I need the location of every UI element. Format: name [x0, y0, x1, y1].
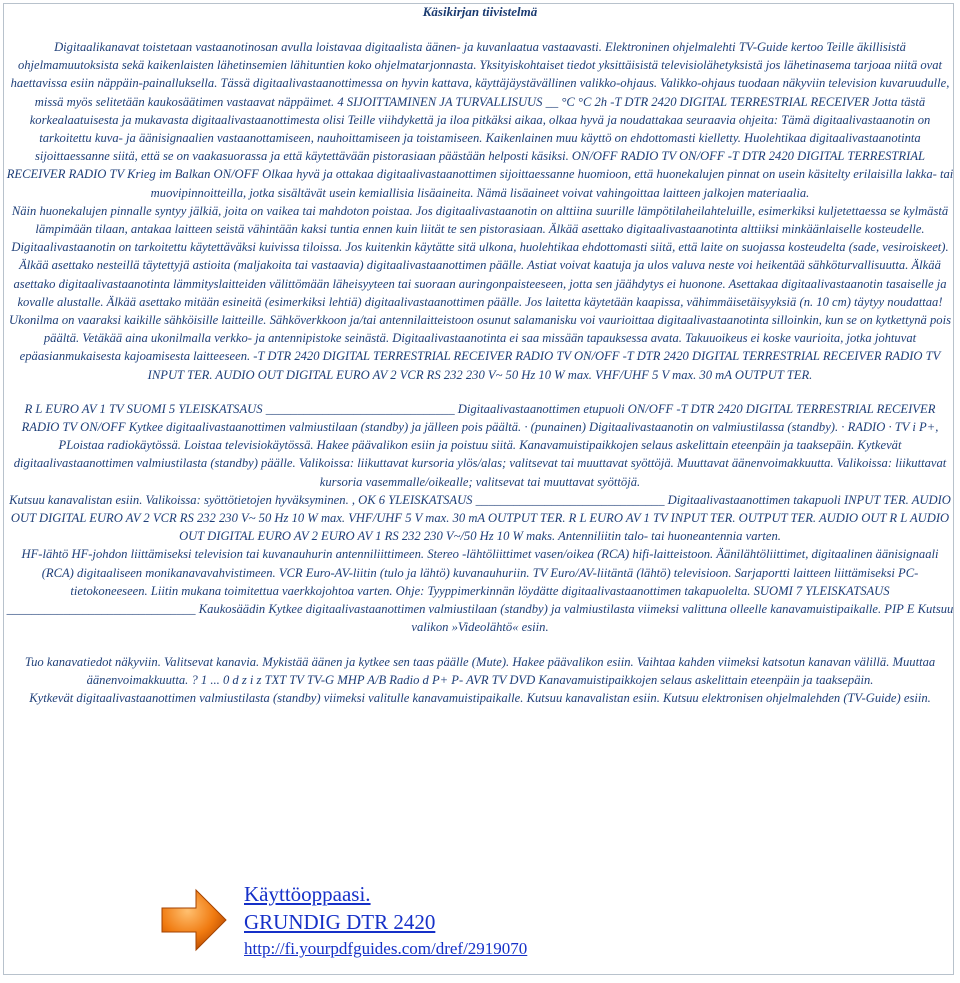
paragraph-rear-panel: Kutsuu kanavalistan esiin. Valikoissa: syöttötietojen hyväksyminen. , OK 6 YLEISKATSAUS ______________________________ Digitaalivastaanottimen takapuoli INPUT TER. AUDIO OUT DIGITAL EURO AV 2 VCR RS 232 230 V~ 50 Hz 10 W max. VHF/UHF 5 V max. 30 mA OUTPUT TER. R L EURO AV 1 TV INPUT TER. OUTPUT TER. AUDIO OUT R L AUDIO OUT DIGITAL EURO AV 2 EURO AV 1 RS 232 230 V~/50 Hz 10 W maks. Antenniliitin talo- tai huoneantennia varten.: [9, 492, 951, 544]
paragraph-intro: Digitaalikanavat toistetaan vastaanotinosan avulla loistavaa digitaalista äänen- ja kuvanlaatua vastaavasti. Elektroninen ohjelmalehti TV-Guide kertoo Teille äkillisistä ohjelmamuutoksista sekä kaikenlaisten lähetinsemien lähituntien koko ohjelmatarjonnasta. Yksityiskohtaiset tiedot yksittäisistä televisiolähetyksistä jos lähetinasema tarjoaa niitä ovat haettavissa esiin näppäin-painalluksella. Tässä digitaalivastaanottimessa on hyvin kattava, käyttäjäystävällinen valikko-ohjaus. Valikko-ohjaus tuodaan näkyviin television kuvaruudulle, missä myös selitetään kaukosäätimen vastaavat näppäimet. 4 SIJOITTAMINEN JA TURVALLISUUS __ °C °C 2h -T DTR 2420 DIGITAL TERRESTRIAL RECEIVER Jotta tästä korkealaatuisesta ja mukavasta digitaalivastaanottimesta olisi Teille viihdykettä ja iloa pitkäksi aikaa, olkaa hyvä ja noudattakaa seuraavia ohjeita: Tämä digitaalivastaanotin on tarkoitettu kuva- ja äänisignaalien vastaanottamiseen, nauhoittamiseen ja toistamiseen. Kaikenlainen muu käyttö on ehdottomasti kielletty. Huolehtikaa digitaalivastaanotinta sijoittaessanne siitä, että se on vaakasuorassa ja että käytettävään pistorasiaan päästään helposti käsiksi. ON/OFF RADIO TV ON/OFF -T DTR 2420 DIGITAL TERRESTRIAL RECEIVER RADIO TV Krieg im Balkan ON/OFF Olkaa hyvä ja ottakaa digitaalivastaanottimen sijoittaessanne huomioon, että huonekalujen pinnat on usein käsitelty erilaisilla lakka- tai muovipinnoitteilla, jotka sisältävät usein kemiallisia lisäaineita. Nämä lisäaineet voivat vahingoittaa laitteen jalkojen materiaalia.: [6, 40, 954, 200]
paragraph-safety: Älkää asettako nesteillä täytettyjä astioita (maljakoita tai vastaavia) digitaalivastaanottimen päälle. Astiat voivat kaatuja ja ulos valuva neste voi heikentää sähköturvallisuutta. Älkää asettako digitaalivastaanotinta lämmityslaitteiden välittömään läheisyyteen tai suoraan auringonpaisteeseen, jotta sen jäähdytys ei huonone. Asettakaa digitaalivastaanotin tasaiselle ja kovalle alustalle. Älkää asettako mitään esineitä (esimerkiksi lehtiä) digitaalivastaanottimen päälle. Jos laitetta käytetään kaapissa, vähimmäisetäisyyksiä (n. 10 cm) täytyy noudattaa! Ukonilma on vaaraksi kaikille sähköisille laitteille. Sähköverkkoon ja/tai antennilaitteistoon osunut salamanisku voi vaurioittaa digitaalivastaanotinta silloinkin, kun se on kytkettynä pois päältä. Vetäkää aina ukonilmalla verkko- ja antennipistoke seinästä. Digitaalivastaanotinta ei saa missään tapauksessa avata. Takuuoikeus ei koske vaurioita, jotka johtuvat epäasianmukaisesta kajoamisesta laitteeseen. -T DTR 2420 DIGITAL TERRESTRIAL RECEIVER RADIO TV ON/OFF -T DTR 2420 DIGITAL TERRESTRIAL RECEIVER RADIO TV INPUT TER. AUDIO OUT DIGITAL EURO AV 2 VCR RS 232 230 V~ 50 Hz 10 W max. VHF/UHF 5 V max. 30 mA OUTPUT TER.: [9, 258, 951, 382]
paragraph-surfaces: Näin huonekalujen pinnalle syntyy jälkiä, joita on vaikea tai mahdoton poistaa. Jos digitaalivastaanotin on alttiina suurille lämpötilaheilahteluille, esimerkiksi kuljetettaessa se kylmästä lämpimään tilaan, antakaa laitteen seistä vähintään kaksi tuntia ennen kuin liität te sen pistorasiaan. Älkää asettako digitaalivastaanotinta alttiiksi minkäänlaiselle kosteudelle. Digitaalivastaanotin on tarkoitettu käytettäväksi kuivissa tiloissa. Jos kuitenkin käytätte sitä ulkona, huolehtikaa ehdottomasti siitä, että laite on suojassa kosteudelta (sade, vesiroiskeet).: [11, 203, 949, 255]
paragraph-connections: HF-lähtö HF-johdon liittämiseksi television tai kuvanauhurin antenniliittimeen. Stereo -lähtöliittimet vasen/oikea (RCA) hifi-laitteistoon. Äänilähtöliittimet, digitaalinen äänisignaali (RCA) digitaaliseen monikanavavahvistimeen. VCR Euro-AV-liitin (tulo ja lähtö) kuvanauhuriin. TV Euro/AV-liitäntä (lähtö) televisioon. Sarjaportti laitteen liittämiseksi PC-tietokoneeseen. Liitin mukana toimitettua vaerkkojohtoa varten. Ohje: Tyyppimerkinnän löydätte digitaalivastaanottimen takapuolelta. SUOMI 7 YLEISKATSAUS ______________________________ Kaukosäädin Kytkee digitaalivastaanottimen valmiustilaan (standby) ja valmiustilasta viimeksi valittuna olleelle kanavamuistipaikalle. PIP E Kutsuu valikon »Videolähtö« esiin.: [6, 547, 954, 635]
paragraph-remote-end: Kytkevät digitaalivastaanottimen valmiustilasta (standby) viimeksi valitulle kanavamuistipaikalle. Kutsuu kanavalistan esiin. Kutsuu elektronisen ohjelmalehden (TV-Guide) esiin.: [29, 690, 931, 705]
product-link[interactable]: GRUNDIG DTR 2420: [244, 910, 436, 934]
url-link[interactable]: http://fi.yourpdfguides.com/dref/2919070: [244, 939, 528, 958]
manual-link[interactable]: Käyttöoppaasi.: [244, 882, 371, 906]
paragraph-front-panel: R L EURO AV 1 TV SUOMI 5 YLEISKATSAUS ______________________________ Digitaalivastaanottimen etupuoli ON/OFF -T DTR 2420 DIGITAL TERRESTRIAL RECEIVER RADIO TV ON/OFF Kytkee digitaalivastaanottimen valmiustilaan (standby) ja jälleen pois päältä. · (punainen) Digitaalivastaanotin on valmiustilassa (standby). · RADIO · TV i P+, PLoistaa radiokäytössä. Loistaa televisiokäytössä. Hakee päävalikon esiin ja poistuu siitä. Kanavamuistipaikkojen selaus askelittain eteenpäin ja taaksepäin. Kytkevät digitaalivastaanottimen valmiustilasta (standby) päälle. Valikoissa: liikuttavat kursoria ylös/alas; valitsevat tai muuttavat syöttöjä. Muuttavat äänenvoimakkuutta. Valikoissa: liikuttavat kursoria vasemmalle/oikealle; valitsevat tai muuttavat syöttöjä.: [13, 401, 947, 489]
paragraph-remote: Tuo kanavatiedot näkyviin. Valitsevat kanavia. Mykistää äänen ja kytkee sen taas päälle (Mute). Hakee päävalikon esiin. Vaihtaa kahden viimeksi katsotun kanavan välillä. Muuttaa äänenvoimakkuutta. ? 1 ... 0 d z i z TXT TV TV-G MHP A/B Radio d P+ P- AVR TV DVD Kanavamuistipaikkojen selaus askelittain eteenpäin ja taaksepäin.: [24, 654, 936, 687]
summary-body: [6, 38, 954, 707]
arrow-right-icon: [158, 884, 230, 956]
page-title: Käsikirjan tiivistelmä: [422, 4, 538, 19]
footer: [158, 880, 658, 970]
